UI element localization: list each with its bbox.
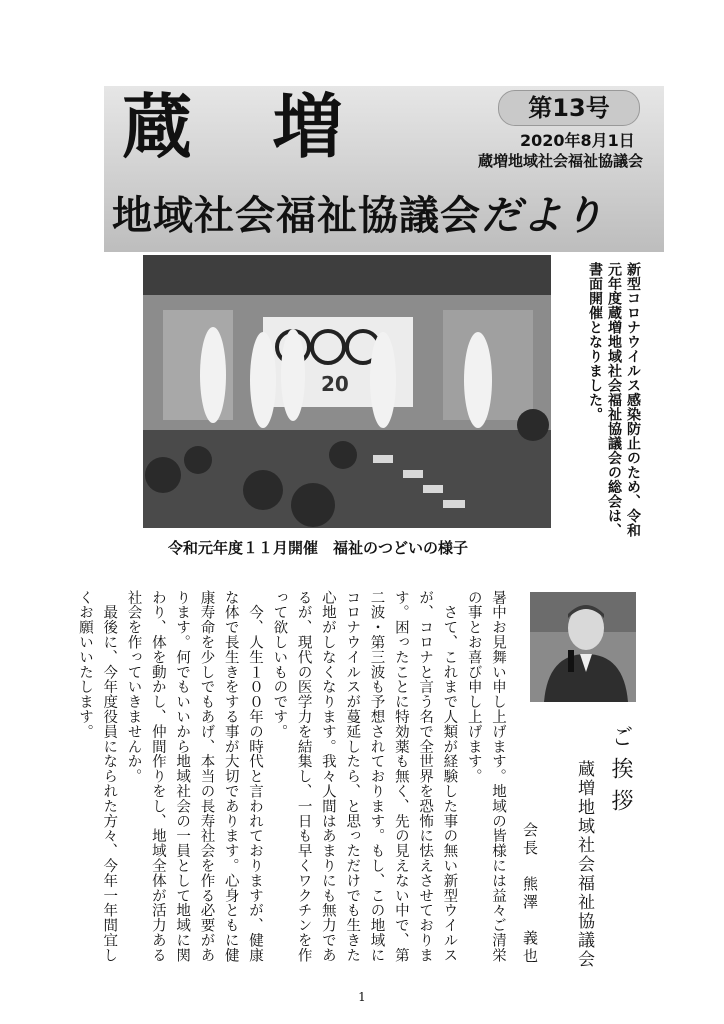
greeting-paragraph: 今、人生１００年の時代と言われておりますが、健康な体で長生きをする事が大切であります。心身ともに健康寿命を少しでもあげ、本当の長寿社会を作る必要があります。何でもいいから地域社会の一員として地域に関わり、体を動かし、仲間作りをし、地域全体が活力ある社会を作っていきませんか。 bbox=[125, 590, 264, 963]
issue-publisher: 蔵増地域社会福祉協議会 bbox=[478, 152, 644, 170]
banner-text: 20 bbox=[321, 372, 349, 396]
greeting-title: ご挨拶 bbox=[608, 725, 633, 821]
greeting-paragraph: さて、これまで人類が経験した事の無い新型ウイルスが、コロナと言う名で全世界を恐怖に怯えさせております。困ったことに特効薬も無く、先の見えない中で、第二波・第三波も予想されております。もし、この地域にコロナウイルスが蔓延したら、と思っただけでも生きた心地がしなくなります。我々人間はあまりにも無力であるが、現代の医学力を結集し、一日も早くワクチンを作って欲しいものです。 bbox=[271, 590, 458, 963]
event-photo bbox=[143, 255, 551, 528]
masthead-title: 蔵 増 bbox=[122, 86, 371, 168]
chairman-portrait bbox=[530, 592, 636, 702]
masthead-subtitle-tail: だより bbox=[481, 193, 604, 239]
event-photo-illustration bbox=[143, 255, 551, 528]
page-number: 1 bbox=[358, 990, 366, 1004]
greeting-organization: 蔵増地域社会福祉協議会 bbox=[574, 760, 594, 969]
issue-date: 2020年8月1日 bbox=[520, 131, 635, 150]
greeting-paragraph: 最後に、今年度役員になられた方々、今年一年間宜しくお願いいたします。 bbox=[76, 590, 118, 963]
portrait-illustration bbox=[530, 592, 636, 702]
masthead-subtitle-main: 地域社会福祉協議会 bbox=[112, 193, 481, 239]
greeting-author: 会長 熊澤 義也 bbox=[521, 822, 539, 966]
general-meeting-notice: 新型コロナウイルス感染防止のため、令和元年度蔵増地域社会福祉協議会の総会は、書面開催となりました。 bbox=[587, 262, 641, 538]
greeting-paragraph: 暑中お見舞い申し上げます。地域の皆様には益々ご清栄の事とお喜び申し上げます。 bbox=[465, 590, 506, 963]
masthead-subtitle bbox=[112, 193, 604, 239]
issue-number-badge: 第13号 bbox=[498, 90, 640, 126]
greeting-body bbox=[76, 590, 510, 968]
photo-caption: 令和元年度１１月開催 福祉のつどいの様子 bbox=[168, 539, 469, 557]
